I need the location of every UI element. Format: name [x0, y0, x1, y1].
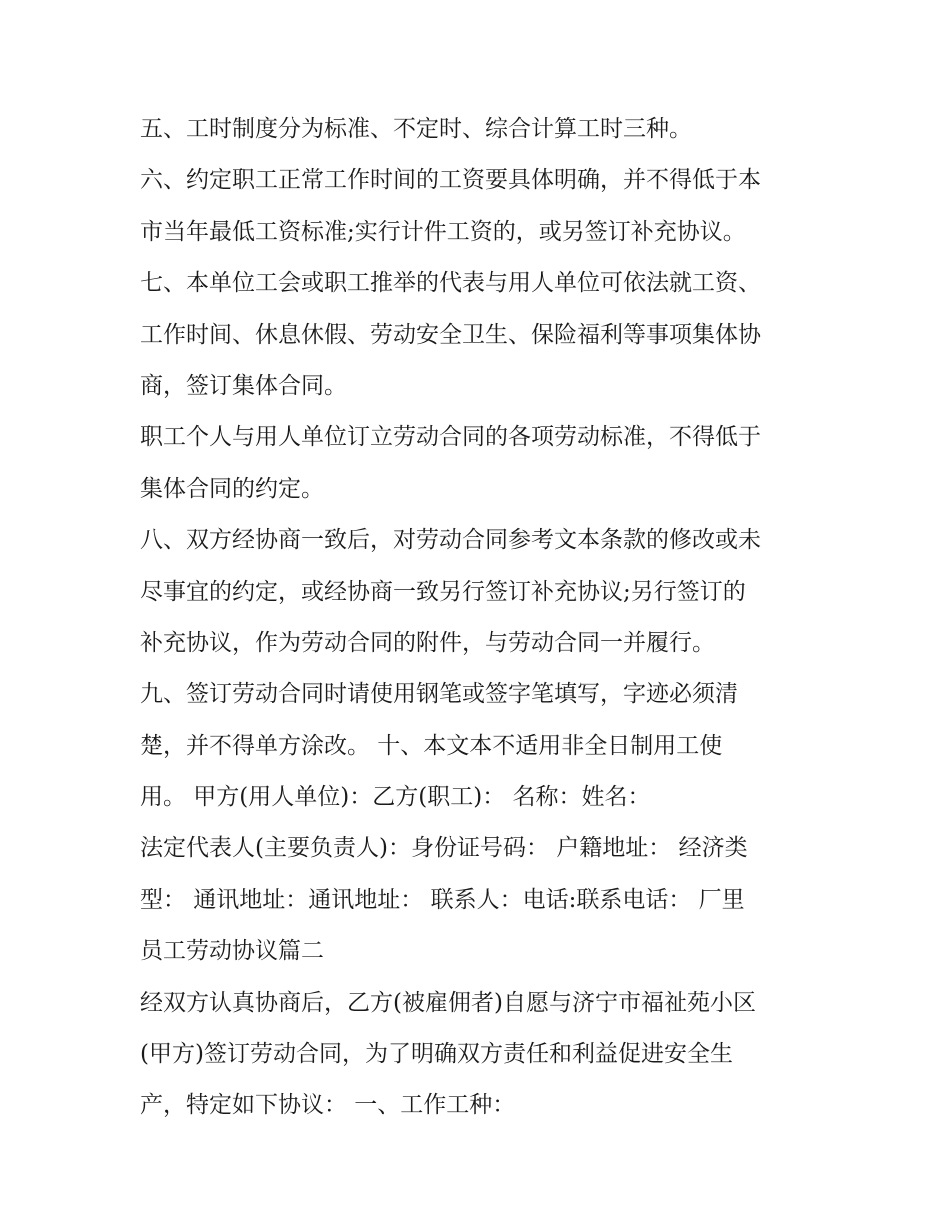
text-line-6: 商，签订集体合同。: [140, 372, 347, 399]
text-line-2: 六、约定职工正常工作时间的工资要具体明确，并不得低于本: [140, 167, 761, 194]
text-line-8: 集体合同的约定。: [140, 475, 324, 502]
text-line-4: 七、本单位工会或职工推举的代表与用人单位可依法就工资、: [140, 270, 761, 297]
text-line-1: 五、工时制度分为标准、不定时、综合计算工时三种。: [140, 116, 692, 142]
text-line-15: 法定代表人(主要负责人)：身份证号码： 户籍地址： 经济类: [140, 835, 748, 862]
text-line-3: 市当年最低工资标准;实行计件工资的，或另签订补充协议。: [140, 218, 746, 245]
text-line-16: 型： 通讯地址：通讯地址： 联系人：电话:联系电话： 厂里: [140, 886, 745, 913]
text-line-20: 产，特定如下协议： 一、工作工种：: [140, 1092, 516, 1119]
document-body: [140, 104, 820, 1132]
text-line-7: 职工个人与用人单位订立劳动合同的各项劳动标准，不得低于: [140, 424, 761, 451]
text-line-19: (甲方)签订劳动合同，为了明确双方责任和利益促进安全生: [140, 1041, 733, 1068]
text-line-14: 用。 甲方(用人单位)：乙方(职工)： 名称：姓名：: [140, 784, 651, 811]
text-line-18: 经双方认真协商后，乙方(被雇佣者)自愿与济宁市福祉苑小区: [140, 989, 756, 1016]
text-line-9: 八、双方经协商一致后，对劳动合同参考文本条款的修改或未: [140, 527, 761, 554]
text-line-13: 楚，并不得单方涂改。 十、本文本不适用非全日制用工使: [140, 732, 723, 759]
text-line-5: 工作时间、休息休假、劳动安全卫生、保险福利等事项集体协: [140, 321, 761, 348]
text-line-10: 尽事宜的约定，或经协商一致另行签订补充协议;另行签订的: [140, 578, 746, 605]
text-line-12: 九、签订劳动合同时请使用钢笔或签字笔填写，字迹必须清: [140, 681, 738, 708]
section-heading: 员工劳动协议篇二: [140, 938, 324, 965]
text-line-11: 补充协议，作为劳动合同的附件，与劳动合同一并履行。: [140, 629, 715, 656]
